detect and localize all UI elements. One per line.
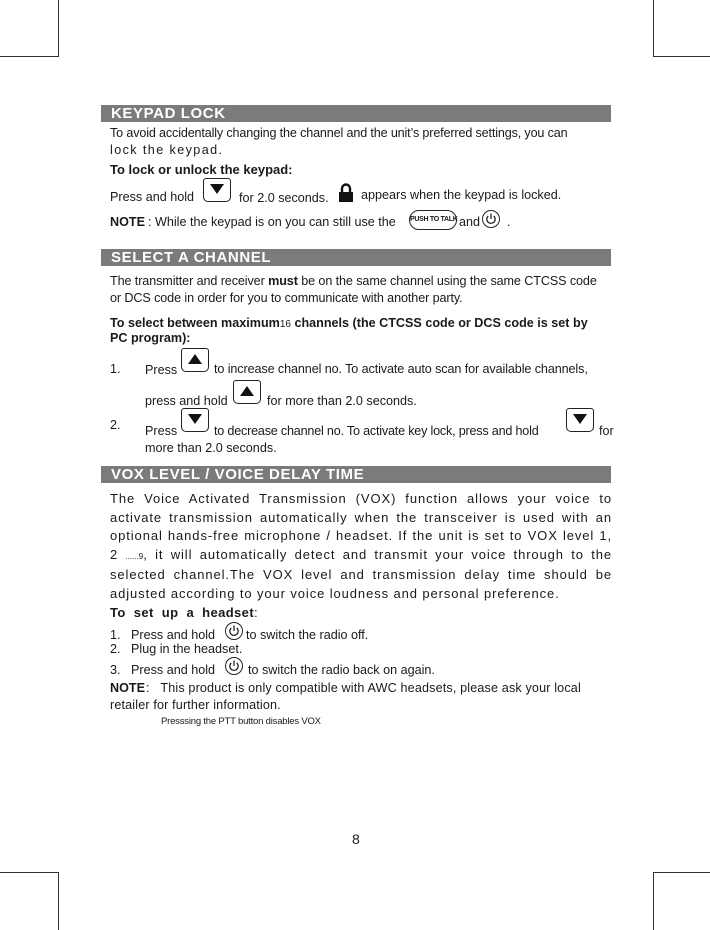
keypad-intro-line2: lock the keypad.	[110, 143, 224, 157]
channel-sub-pre: To select between maximum	[110, 316, 280, 330]
crop-mark	[653, 872, 710, 873]
channel-line1	[110, 273, 597, 290]
vox-heading-bar	[101, 466, 611, 483]
channel-subheading-line2: PC program):	[110, 331, 191, 345]
crop-mark	[58, 0, 59, 56]
crop-mark	[653, 0, 654, 56]
down-arrow-key-icon	[566, 408, 594, 432]
power-icon	[482, 210, 500, 228]
headset-step1-pre: 1. Press and hold	[110, 628, 216, 642]
power-icon	[225, 622, 243, 640]
keypad-and-text: and	[459, 215, 481, 229]
channel-line2: or DCS code in order for you to communicate with another party.	[110, 291, 463, 305]
keypad-note-text: : While the keypad is on you can still use the	[148, 215, 396, 229]
vox-note-line2: retailer for further information.	[110, 698, 281, 712]
keypad-appears-text: appears when the keypad is locked.	[361, 188, 562, 202]
keypad-lock-heading-bar	[101, 105, 611, 122]
power-icon	[225, 657, 243, 675]
select-channel-heading: SELECT A CHANNEL	[111, 249, 272, 266]
headset-step2: 2. Plug in the headset.	[110, 642, 243, 656]
vox-para-a: The Voice Activated Transmission (VOX) function allows your voice to activate transmission automatically when the transceiver is used with an optional hands-free microphone / headset. If the unit is set to VOX level 1, 2	[110, 491, 612, 562]
headset-step1-post: to switch the radio off.	[246, 628, 369, 642]
step1-cont-post: for more than 2.0 seconds.	[267, 394, 417, 408]
channel-line1-pre: The transmitter and receiver	[110, 274, 265, 288]
keypad-note-period: .	[507, 215, 511, 229]
step2-for: for	[599, 424, 614, 438]
channel-line1-bold: must	[268, 274, 298, 288]
vox-note-label: NOTE	[110, 681, 145, 695]
crop-mark	[653, 872, 654, 930]
step2-cont: more than 2.0 seconds.	[145, 441, 277, 455]
keypad-subheading: To lock or unlock the keypad:	[110, 162, 293, 177]
crop-mark	[58, 872, 59, 930]
crop-mark	[0, 872, 59, 873]
step1-number: 1.	[110, 362, 121, 376]
headset-heading	[110, 604, 258, 621]
channel-line1-post: be on the same channel using the same CTCSS code	[301, 274, 597, 288]
down-arrow-key-icon	[203, 178, 231, 202]
keypad-note-label: NOTE	[110, 215, 145, 229]
down-arrow-key-icon	[181, 408, 209, 432]
keypad-press-hold: Press and hold	[110, 190, 195, 204]
headset-step3-pre: 3. Press and hold	[110, 663, 216, 677]
step1-press: Press	[145, 363, 178, 377]
step1-cont-pre: press and hold	[145, 394, 228, 408]
headset-step3-post: to switch the radio back on again.	[248, 663, 435, 677]
vox-paragraph	[110, 490, 612, 603]
crop-mark	[0, 56, 59, 57]
vox-para-b: , it will automatically detect and transmit your voice through to the selected channel.The VOX level and transmission delay time should be adjusted according to your voice loudness and personal preference.	[110, 546, 612, 601]
headset-heading-text: To set up a headset	[110, 605, 255, 620]
keypad-intro-line1: To avoid accidentally changing the channel and the unit’s preferred settings, you can	[110, 126, 568, 140]
step2-text: to decrease channel no. To activate key lock, press and hold	[214, 424, 539, 438]
keypad-lock-heading: KEYPAD LOCK	[111, 105, 226, 122]
crop-mark	[653, 56, 710, 57]
channel-sub-post: channels (the CTCSS code or DCS code is set by	[294, 316, 588, 330]
up-arrow-key-icon	[181, 348, 209, 372]
vox-heading: VOX LEVEL / VOICE DELAY TIME	[111, 466, 365, 483]
vox-para-small: ......9	[125, 551, 144, 561]
step2-press: Press	[145, 424, 178, 438]
keypad-for-seconds: for 2.0 seconds.	[239, 191, 329, 205]
vox-note-line1: : This product is only compatible with AWC headsets, please ask your local	[146, 681, 581, 695]
step2-number: 2.	[110, 418, 121, 432]
channel-sub-num: 16	[279, 319, 291, 330]
headset-heading-colon: :	[254, 605, 259, 620]
page-number: 8	[352, 831, 360, 847]
step1-text: to increase channel no. To activate auto scan for available channels,	[214, 362, 588, 376]
push-to-talk-button-icon: PUSH TO TALK	[409, 210, 457, 230]
lock-icon	[338, 183, 354, 203]
up-arrow-key-icon	[233, 380, 261, 404]
ptt-disables-vox-note: Presssing the PTT button disables VOX	[161, 716, 321, 727]
select-channel-heading-bar	[101, 249, 611, 266]
